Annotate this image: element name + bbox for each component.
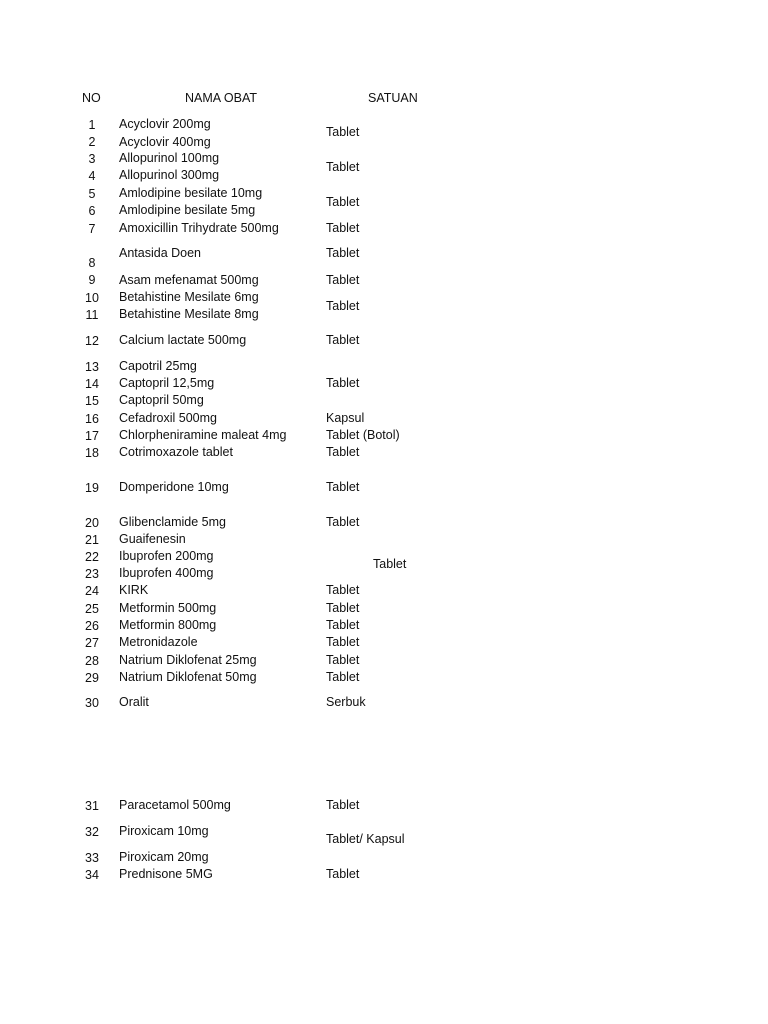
medicine-name: Guaifenesin [119,532,186,546]
medicine-name: KIRK [119,583,149,597]
medicine-name: Cefadroxil 500mg [119,411,217,425]
row-no: 23 [85,567,99,581]
medicine-name: Metformin 800mg [119,618,217,632]
row-no: 34 [85,868,99,882]
medicine-name: Piroxicam 10mg [119,824,209,838]
header-nama-obat: NAMA OBAT [185,91,258,105]
medicine-name: Paracetamol 500mg [119,798,231,812]
medicine-name: Ibuprofen 400mg [119,566,214,580]
row-no: 25 [85,602,99,616]
row-no: 12 [85,334,99,348]
medicine-name: Piroxicam 20mg [119,850,209,864]
unit-cell: Tablet [326,670,360,684]
row-no: 31 [85,799,99,813]
unit-cell: Kapsul [326,411,365,425]
header-satuan: SATUAN [368,91,418,105]
header-no: NO [82,91,101,105]
medicine-name: Prednisone 5MG [119,867,213,881]
medicine-name: Domperidone 10mg [119,480,229,494]
medicine-name: Acyclovir 400mg [119,135,211,149]
row-no: 18 [85,446,99,460]
row-no: 29 [85,671,99,685]
row-no: 21 [85,533,99,547]
medicine-name: Oralit [119,695,149,709]
unit-cell: Tablet (Botol) [326,428,400,442]
row-no: 8 [88,256,96,270]
medicine-name: Asam mefenamat 500mg [119,273,259,287]
row-no: 24 [85,584,99,598]
row-no: 9 [88,273,96,287]
row-no: 4 [88,169,96,183]
unit-cell: Tablet/ Kapsul [326,832,405,846]
row-no: 5 [88,187,96,201]
row-no: 22 [85,550,99,564]
medicine-name: Cotrimoxazole tablet [119,445,233,459]
medicine-name: Amoxicillin Trihydrate 500mg [119,221,279,235]
unit-cell: Tablet [326,376,360,390]
row-no: 3 [88,152,96,166]
unit-cell: Tablet [373,557,407,571]
medicine-name: Amlodipine besilate 10mg [119,186,263,200]
row-no: 10 [85,291,99,305]
unit-cell: Tablet [326,445,360,459]
unit-cell: Tablet [326,299,360,313]
unit-cell: Tablet [326,798,360,812]
unit-cell: Tablet [326,195,360,209]
row-no: 20 [85,516,99,530]
row-no: 32 [85,825,99,839]
medicine-name: Metronidazole [119,635,198,649]
row-no: 14 [85,377,99,391]
medicine-name: Chlorpheniramine maleat 4mg [119,428,287,442]
row-no: 19 [85,481,99,495]
unit-cell: Tablet [326,653,360,667]
row-no: 7 [88,222,96,236]
row-no: 26 [85,619,99,633]
medicine-name: Glibenclamide 5mg [119,515,226,529]
unit-cell: Tablet [326,515,360,529]
medicine-name: Metformin 500mg [119,601,217,615]
row-no: 33 [85,851,99,865]
row-no: 2 [88,135,96,149]
row-no: 30 [85,696,99,710]
row-no: 17 [85,429,99,443]
medicine-name: Captopril 50mg [119,393,204,407]
unit-cell: Tablet [326,635,360,649]
row-no: 16 [85,412,99,426]
unit-cell: Tablet [326,333,360,347]
row-no: 6 [88,204,96,218]
medicine-name: Calcium lactate 500mg [119,333,247,347]
medicine-name: Amlodipine besilate 5mg [119,203,256,217]
medicine-name: Acyclovir 200mg [119,117,211,131]
unit-cell: Tablet [326,273,360,287]
unit-cell: Tablet [326,583,360,597]
medicine-name: Natrium Diklofenat 50mg [119,670,257,684]
unit-cell: Serbuk [326,695,366,709]
medicine-name: Betahistine Mesilate 6mg [119,290,259,304]
medicine-name: Allopurinol 100mg [119,151,220,165]
row-no: 15 [85,394,99,408]
unit-cell: Tablet [326,246,360,260]
unit-cell: Tablet [326,867,360,881]
medicine-name: Ibuprofen 200mg [119,549,214,563]
row-no: 28 [85,654,99,668]
unit-cell: Tablet [326,480,360,494]
medicine-name: Antasida Doen [119,246,202,260]
row-no: 27 [85,636,99,650]
medicine-name: Betahistine Mesilate 8mg [119,307,259,321]
unit-cell: Tablet [326,125,360,139]
medicine-name: Captopril 12,5mg [119,376,215,390]
medicine-name: Natrium Diklofenat 25mg [119,653,257,667]
row-no: 11 [85,308,99,322]
row-no: 13 [85,360,99,374]
unit-cell: Tablet [326,160,360,174]
unit-cell: Tablet [326,221,360,235]
unit-cell: Tablet [326,618,360,632]
unit-cell: Tablet [326,601,360,615]
row-no: 1 [88,118,96,132]
medicine-name: Capotril 25mg [119,359,197,373]
medicine-name: Allopurinol 300mg [119,168,220,182]
